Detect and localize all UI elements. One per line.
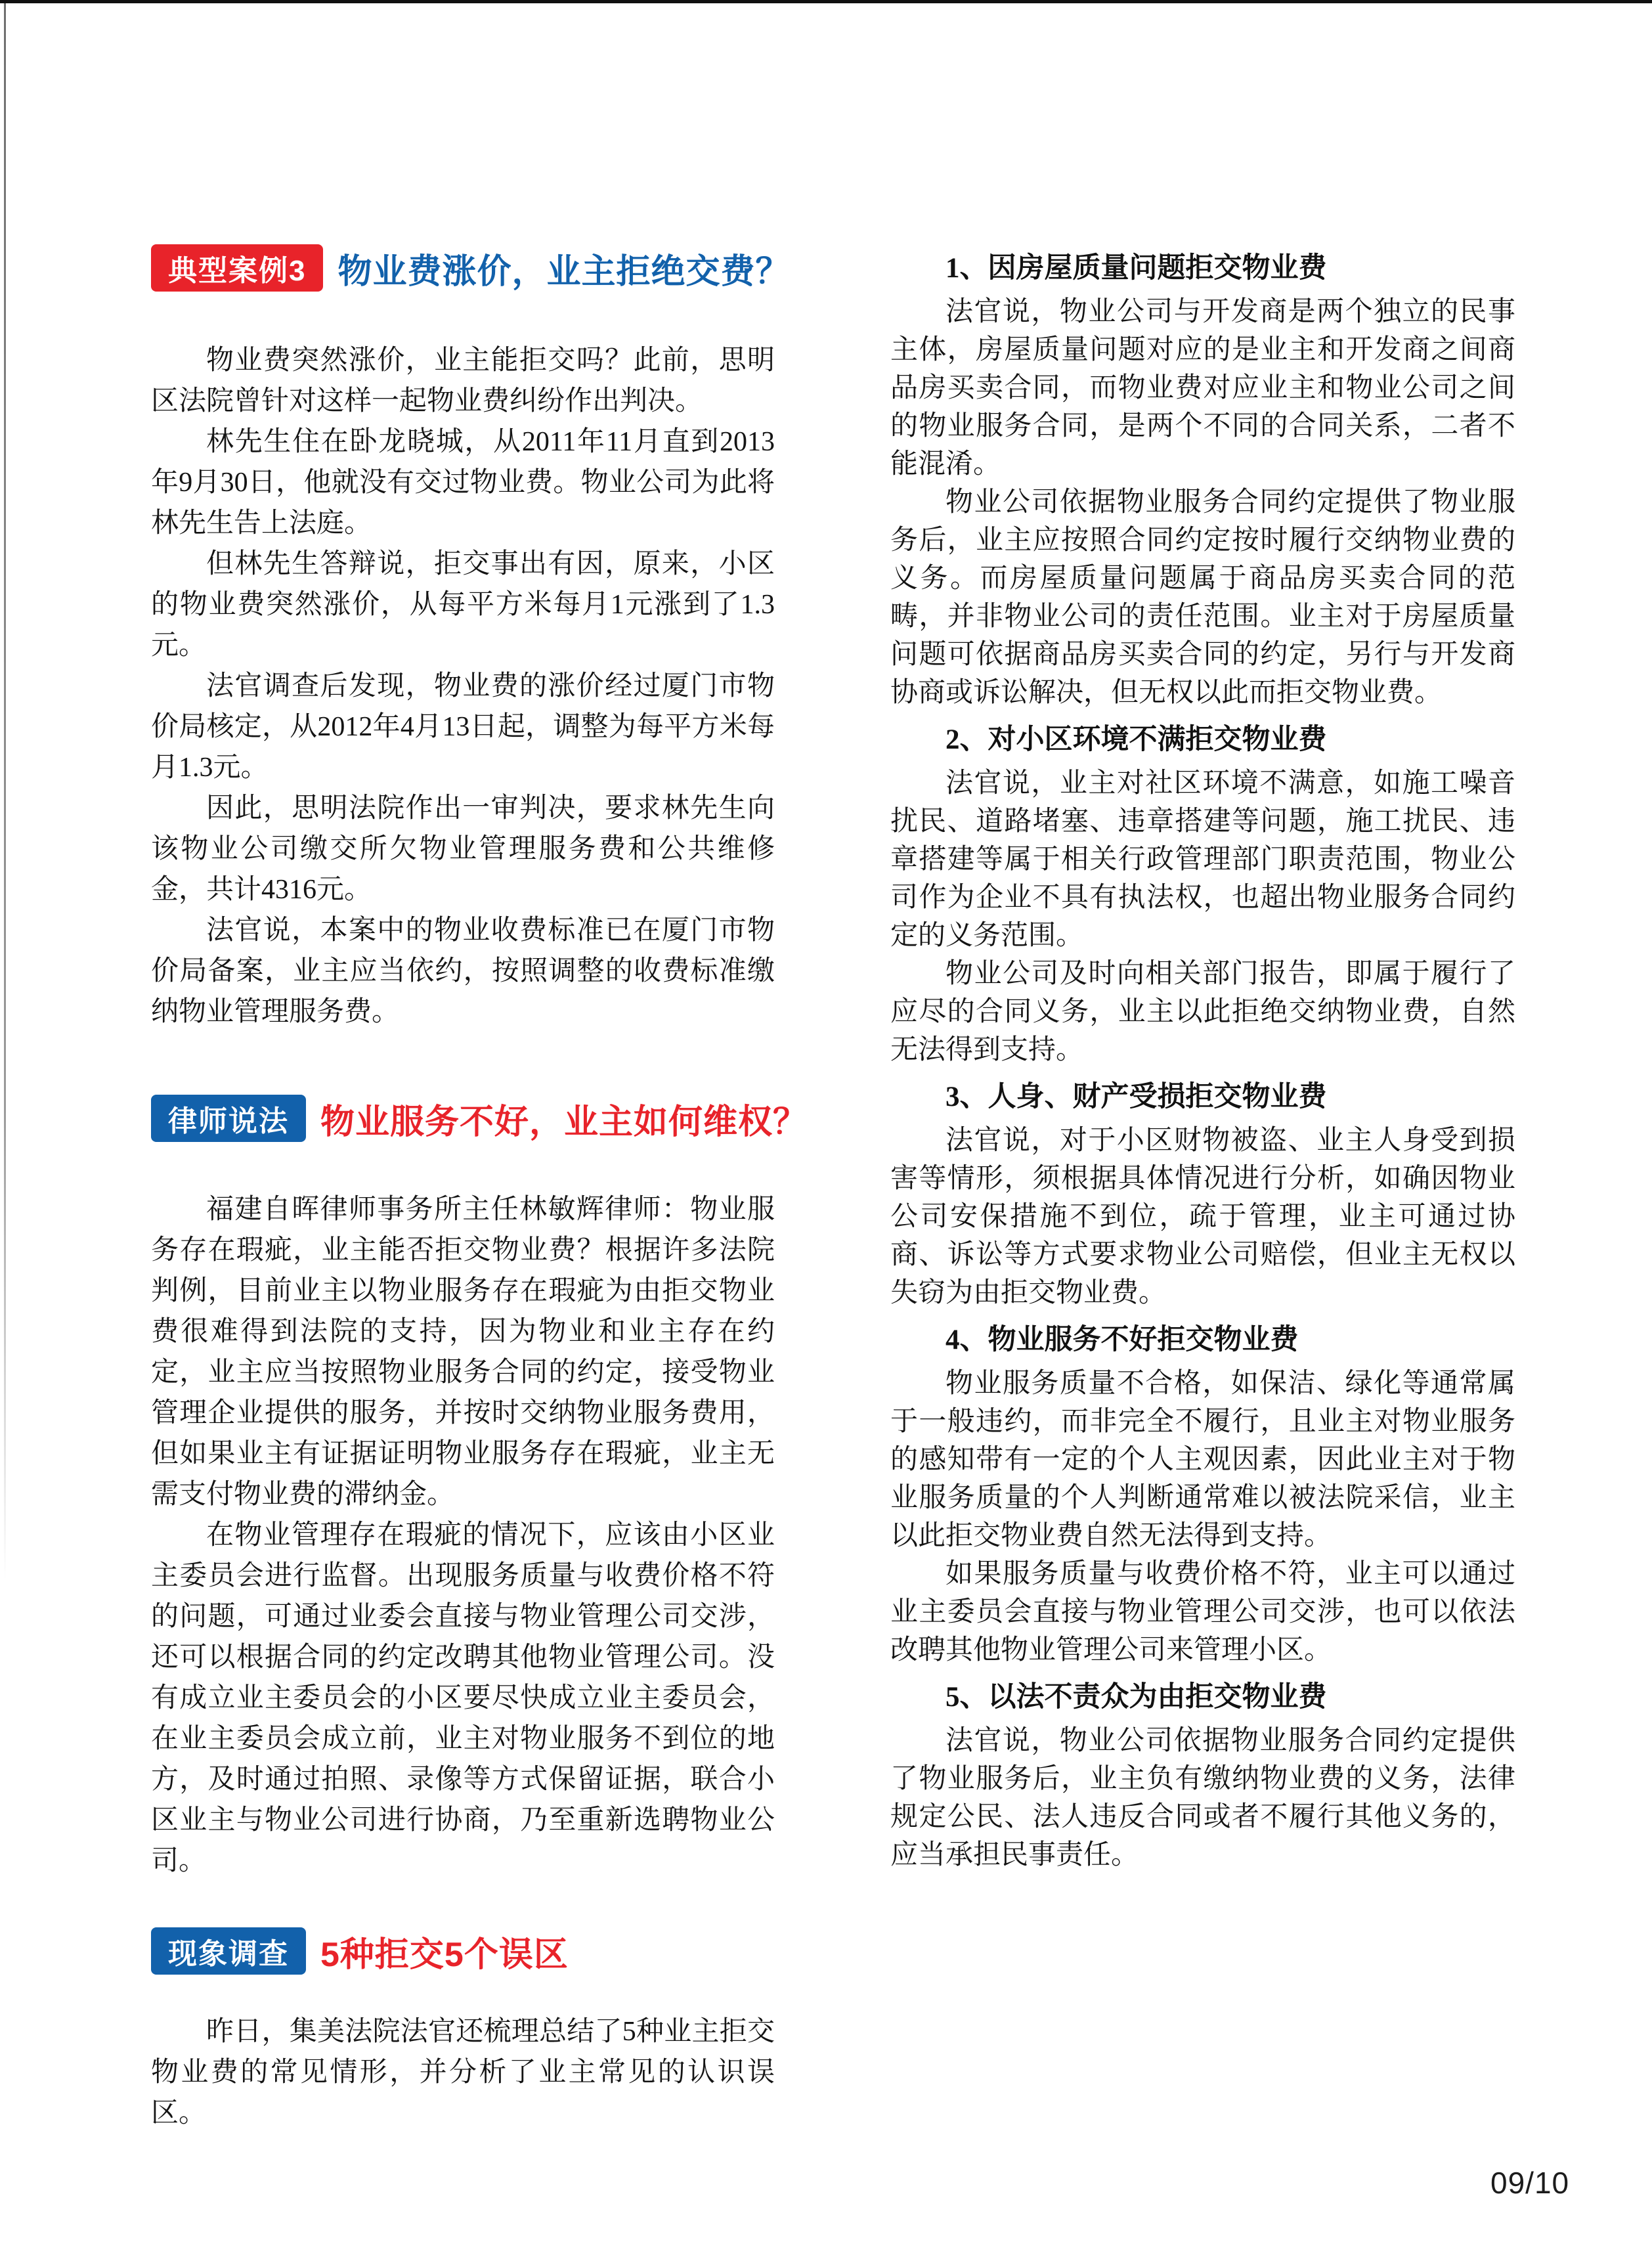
numbered-heading-3: 3、人身、财产受损拒交物业费 — [946, 1082, 1327, 1112]
paragraph: 在物业管理存在瑕疵的情况下，应该由小区业主委员会进行监督。出现服务质量与收费价格不符的问题，可通过业委会直接与物业管理公司交涉，还可以根据合同的约定改聘其他物业管理公司。没有成立业主委员会的小区要尽快成立业主委员会，在业主委员会成立前，业主对物业服务不到位的地方，及时通过拍照、录像等方式保留证据，联合小区业主与物业公司进行协商，乃至重新选聘物业公司。 — [151, 1520, 775, 1876]
numbered-heading-4: 4、物业服务不好拒交物业费 — [946, 1325, 1299, 1355]
paragraph: 法官说，物业公司依据物业服务合同约定提供了物业服务后，业主负有缴纳物业费的义务，法律规定公民、法人违反合同或者不履行其他义务的，应当承担民事责任。 — [890, 1726, 1515, 1870]
case-badge: 典型案例3 — [151, 244, 323, 292]
page-edge-left-line — [4, 3, 6, 1579]
paragraph: 林先生住在卧龙晓城，从2011年11月直到2013年9月30日，他就没有交过物业费。物业公司为此将林先生告上法庭。 — [151, 427, 775, 538]
paragraph: 物业公司及时向相关部门报告，即属于履行了应尽的合同义务，业主以此拒绝交纳物业费，自然无法得到支持。 — [890, 959, 1515, 1065]
survey-headline: 5种拒交5个误区 — [320, 1935, 569, 1974]
paragraph: 物业服务质量不合格，如保洁、绿化等通常属于一般违约，而非完全不履行，且业主对物业服务的感知带有一定的个人主观因素，因此业主对于物业服务质量的个人判断通常难以被法院采信，业主以此拒交物业费自然无法得到支持。 — [890, 1369, 1515, 1551]
numbered-heading-2: 2、对小区环境不满拒交物业费 — [946, 724, 1327, 755]
numbered-heading-1: 1、因房屋质量问题拒交物业费 — [946, 253, 1327, 284]
paragraph: 因此，思明法院作出一审判决，要求林先生向该物业公司缴交所欠物业管理服务费和公共维修金，共计4316元。 — [151, 793, 775, 905]
page-edge-top-line — [0, 0, 1652, 3]
paragraph: 物业公司依据物业服务合同约定提供了物业服务后，业主应按照合同约定按时履行交纳物业费的义务。而房屋质量问题属于商品房买卖合同的范畴，并非物业公司的责任范围。业主对于房屋质量问题可依据商品房买卖合同的约定，另行与开发商协商或诉讼解决，但无权以此而拒交物业费。 — [890, 487, 1515, 708]
paragraph: 昨日，集美法院法官还梳理总结了5种业主拒交物业费的常见情形，并分析了业主常见的认识误区。 — [151, 2017, 775, 2128]
left-column — [151, 244, 808, 2134]
page-number: 09/10 — [1490, 2166, 1570, 2200]
paragraph: 法官说，对于小区财物被盗、业主人身受到损害等情形，须根据具体情况进行分析，如确因物业公司安保措施不到位，疏于管理，业主可通过协商、诉讼等方式要求物业公司赔偿，但业主无权以失窃为由拒交物业费。 — [890, 1126, 1515, 1308]
paragraph: 法官说，本案中的物业收费标准已在厦门市物价局备案，业主应当依约，按照调整的收费标准缴纳物业管理服务费。 — [151, 915, 775, 1027]
lawyer-headline: 物业服务不好，业主如何维权？ — [320, 1103, 808, 1141]
paragraph: 福建自晖律师事务所主任林敏辉律师：物业服务存在瑕疵，业主能否拒交物业费？根据许多法院判例，目前业主以物业服务存在瑕疵为由拒交物业费很难得到法院的支持，因为物业和业主存在约定，业主应当按照物业服务合同的约定，接受物业管理企业提供的服务，并按时交纳物业服务费用，但如果业主有证据证明物业服务存在瑕疵，业主无需支付物业费的滞纳金。 — [151, 1194, 775, 1510]
paragraph: 法官说，业主对社区环境不满意，如施工噪音扰民、道路堵塞、违章搭建等问题，施工扰民、违章搭建等属于相关行政管理部门职责范围，物业公司作为企业不具有执法权，也超出物业服务合同约定的义务范围。 — [890, 768, 1515, 951]
paragraph: 如果服务质量与收费价格不符，业主可以通过业主委员会直接与物业管理公司交涉，也可以依法改聘其他物业管理公司来管理小区。 — [890, 1559, 1515, 1665]
paragraph: 物业费突然涨价，业主能拒交吗？此前，思明区法院曾针对这样一起物业费纠纷作出判决。 — [151, 345, 775, 416]
right-column — [890, 250, 1515, 1874]
paragraph: 法官调查后发现，物业费的涨价经过厦门市物价局核定，从2012年4月13日起，调整为每平方米每月1.3元。 — [151, 671, 775, 783]
lawyer-badge: 律师说法 — [151, 1095, 306, 1142]
case-headline: 物业费涨价，业主拒绝交费？ — [337, 252, 791, 291]
section-header-lawyer — [151, 1095, 808, 1142]
section-header-survey — [151, 1927, 775, 1975]
numbered-heading-5: 5、以法不责众为由拒交物业费 — [946, 1682, 1327, 1713]
paragraph: 但林先生答辩说，拒交事出有因，原来，小区的物业费突然涨价，从每平方米每月1元涨到了1.3元。 — [151, 549, 775, 661]
section-header-case — [151, 244, 791, 292]
survey-badge: 现象调查 — [151, 1927, 306, 1975]
paragraph: 法官说，物业公司与开发商是两个独立的民事主体，房屋质量问题对应的是业主和开发商之间商品房买卖合同，而物业费对应业主和物业公司之间的物业服务合同，是两个不同的合同关系，二者不能混淆。 — [890, 297, 1515, 479]
